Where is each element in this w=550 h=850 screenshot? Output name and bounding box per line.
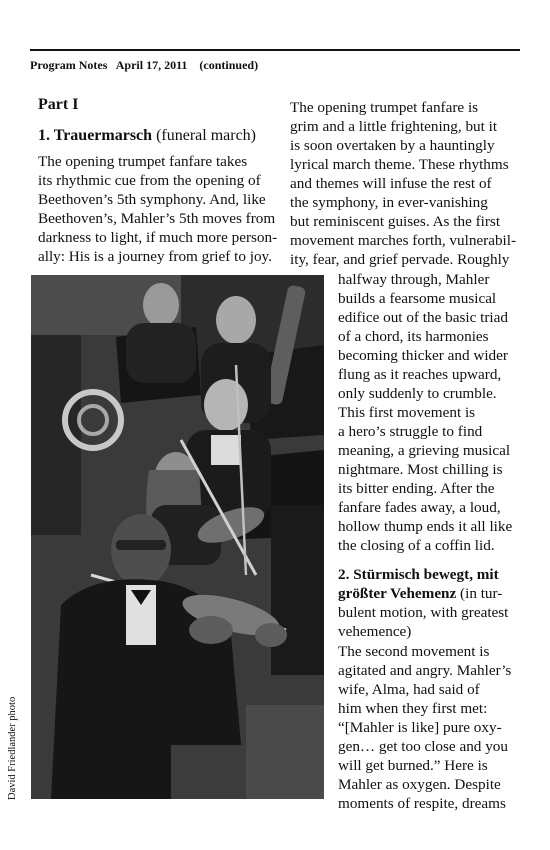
- text-line: “[Mahler is like] pure oxy-: [338, 719, 502, 736]
- text-line: edifice out of the basic triad: [338, 309, 508, 326]
- text-line: Mahler as oxygen. Despite: [338, 776, 501, 793]
- text-line: its rhythmic cue from the opening of: [38, 172, 261, 189]
- text-line: becoming thicker and wider: [338, 347, 508, 364]
- text-line: darkness to light, if much more person-: [38, 229, 278, 246]
- text-line: fanfare fades away, a loud,: [338, 499, 501, 516]
- right-column-top: [290, 98, 516, 269]
- text-line: the closing of a coffin lid.: [338, 537, 495, 554]
- movement2-heading: [338, 565, 508, 641]
- text-line: flung as it reaches upward,: [338, 366, 502, 383]
- part-title: Part I: [38, 96, 79, 113]
- text-line: gen… get too close and you: [338, 738, 508, 755]
- movement2-subtitle-line3: bulent motion, with greatest: [338, 604, 509, 621]
- text-line: movement marches forth, vulnerabil-: [290, 232, 517, 249]
- text-line: of a chord, its harmonies: [338, 328, 489, 345]
- text-line: Beethoven’s, Mahler’s 5th moves from: [38, 210, 276, 227]
- text-line: ity, fear, and grief pervade. Roughly: [290, 251, 510, 268]
- text-line: Beethoven’s 5th symphony. And, like: [38, 191, 266, 208]
- movement2-title-line2: größter Vehemenz: [338, 585, 457, 602]
- text-line: moments of respite, dreams: [338, 795, 506, 812]
- text-line: is soon overtaken by a hauntingly: [290, 137, 495, 154]
- text-line: The second movement is: [338, 643, 490, 660]
- movement1-heading: [38, 127, 256, 145]
- text-line: and themes will infuse the rest of: [290, 175, 492, 192]
- text-line: a hero’s struggle to find: [338, 423, 483, 440]
- text-line: only suddenly to crumble.: [338, 385, 497, 402]
- movement1-title: 1. Trauermarsch: [38, 127, 153, 144]
- orchestra-photo-illustration: [31, 275, 324, 799]
- text-line: agitated and angry. Mahler’s: [338, 662, 512, 679]
- text-line: him when they first met:: [338, 700, 488, 717]
- movement2-title-line1: 2. Stürmisch bewegt, mit: [338, 566, 499, 583]
- text-line: wife, Alma, had said of: [338, 681, 480, 698]
- right-column-middle: [338, 270, 512, 555]
- text-line: grim and a little frightening, but it: [290, 118, 498, 135]
- text-line: The opening trumpet fanfare is: [290, 99, 479, 116]
- movement2-subtitle-line4: vehemence): [338, 623, 412, 640]
- running-header: Program Notes April 17, 2011 (continued): [30, 58, 259, 72]
- text-line: The opening trumpet fanfare takes: [38, 153, 248, 170]
- text-line: This first movement is: [338, 404, 476, 421]
- movement1-subtitle: (funeral march): [152, 127, 256, 144]
- left-paragraph: [38, 152, 277, 266]
- text-line: ally: His is a journey from grief to joy.: [38, 248, 272, 265]
- text-line: hollow thump ends it all like: [338, 518, 513, 535]
- orchestra-photo: [31, 275, 324, 799]
- right-column-bottom: [338, 642, 511, 813]
- movement2-subtitle-start: (in tur-: [456, 585, 503, 602]
- text-line: will get burned.” Here is: [338, 757, 488, 774]
- text-line: builds a fearsome musical: [338, 290, 497, 307]
- text-line: the symphony, in ever-vanishing: [290, 194, 488, 211]
- text-line: meaning, a grieving musical: [338, 442, 511, 459]
- photo-credit: David Friedlander photo: [7, 696, 18, 800]
- text-line: its bitter ending. After the: [338, 480, 495, 497]
- text-line: nightmare. Most chilling is: [338, 461, 503, 478]
- text-line: lyrical march theme. These rhythms: [290, 156, 509, 173]
- text-line: halfway through, Mahler: [338, 271, 490, 288]
- text-line: but reminiscent guises. As the first: [290, 213, 501, 230]
- header-rule: [30, 49, 520, 51]
